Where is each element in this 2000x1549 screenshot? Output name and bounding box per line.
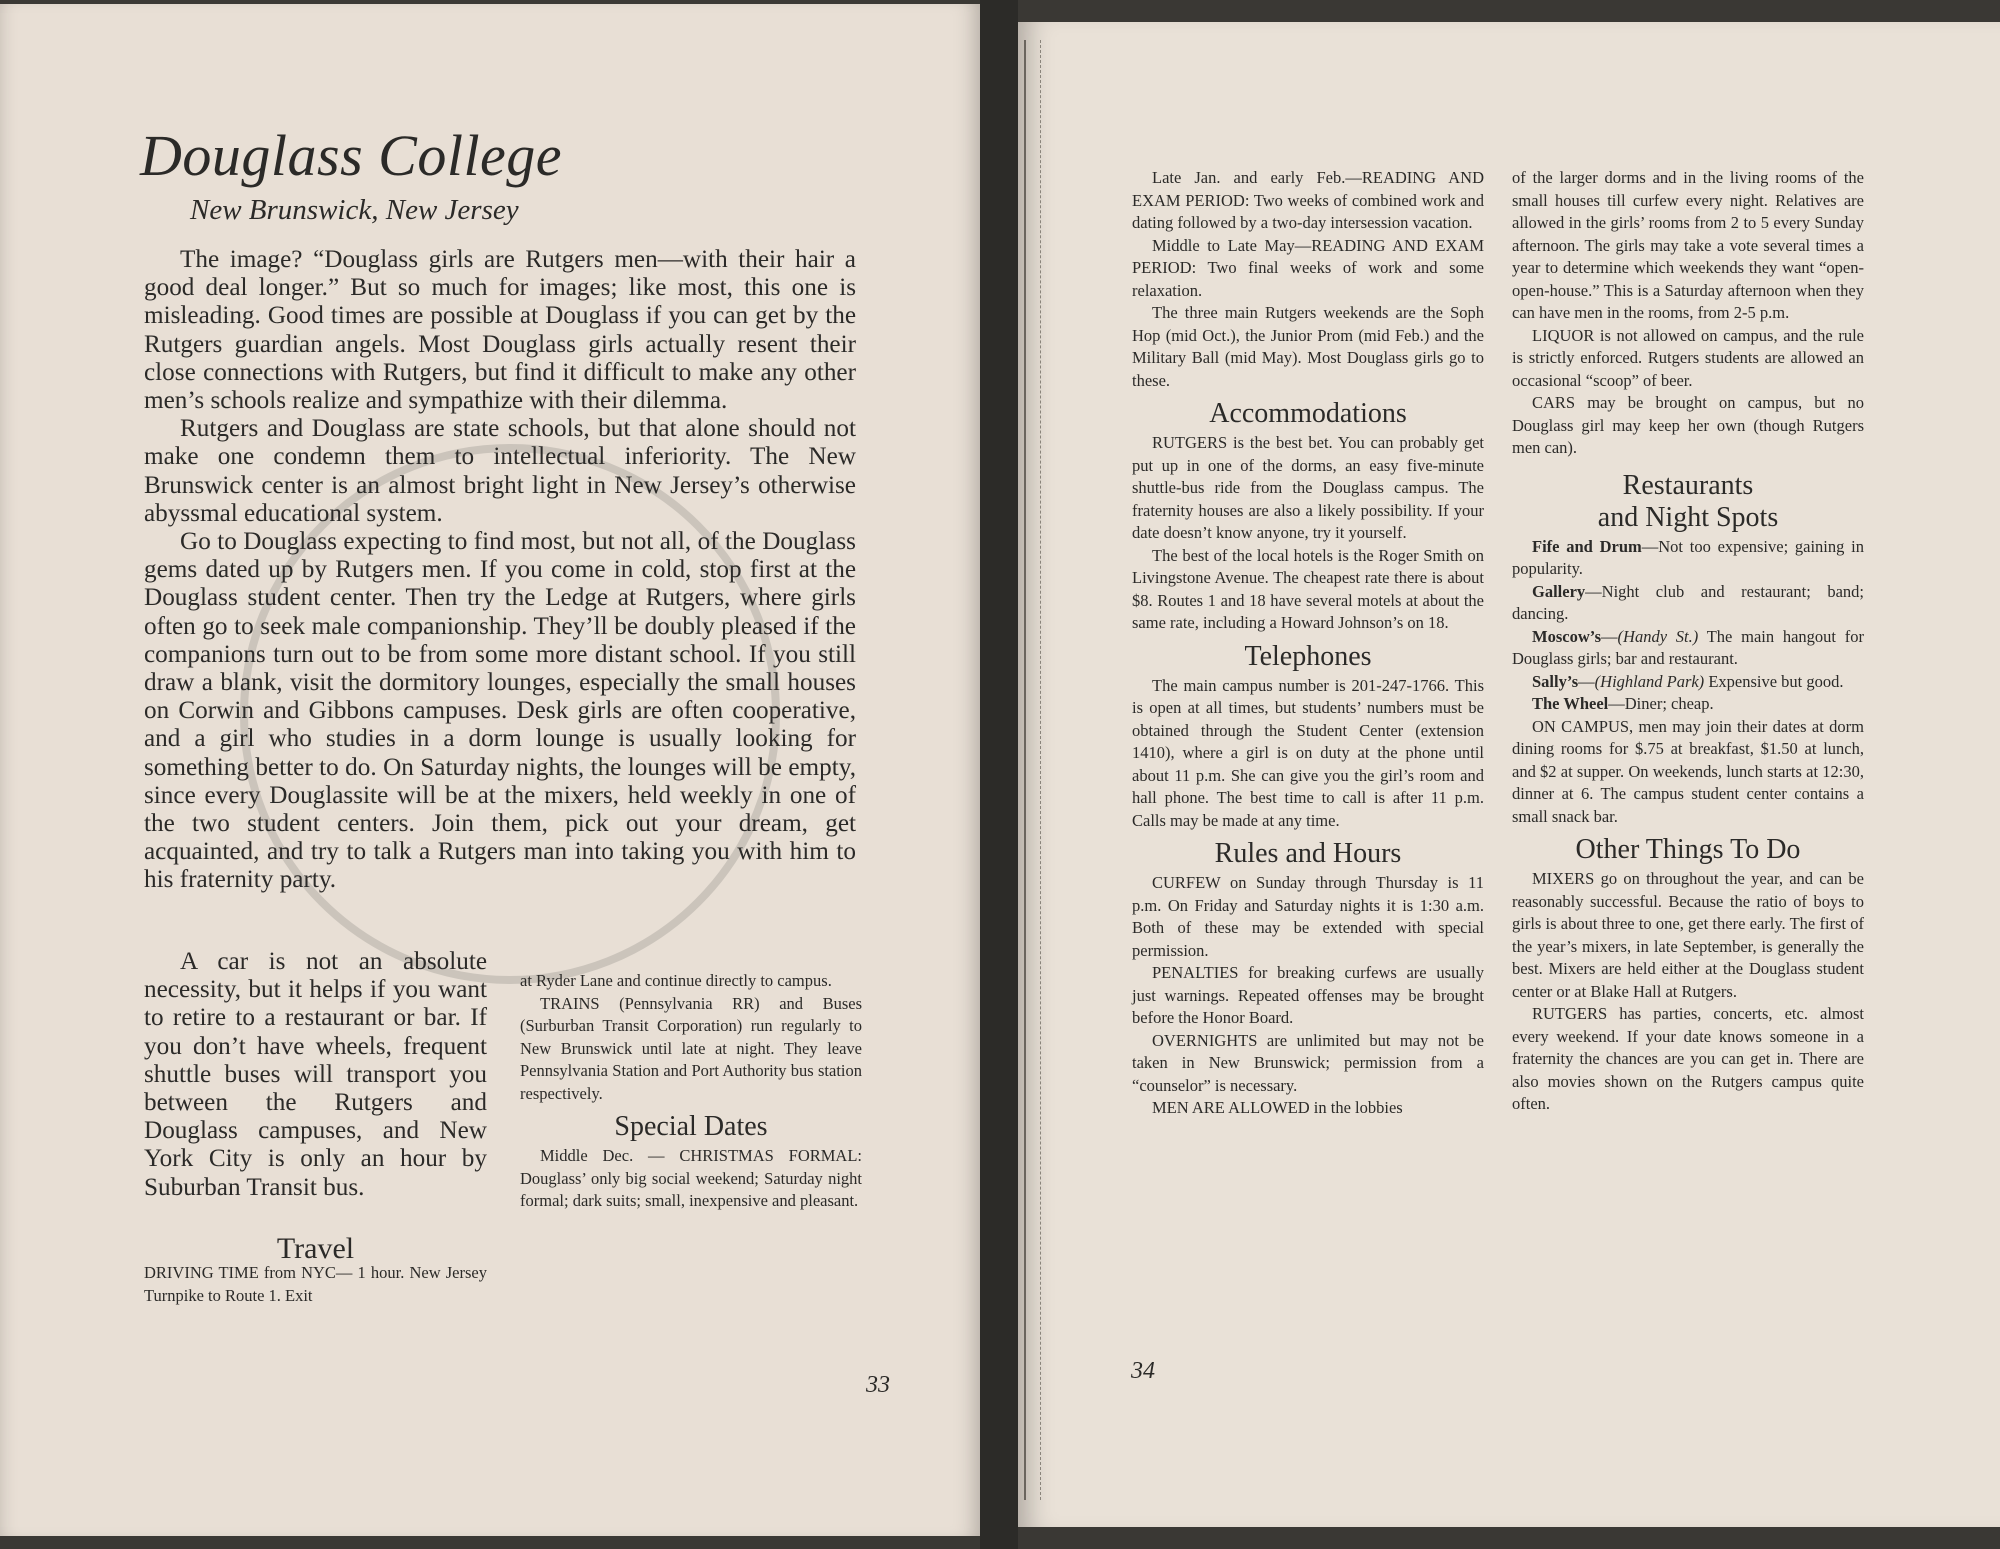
travel-heading: Travel bbox=[276, 1232, 355, 1265]
spot-entry bbox=[1512, 581, 1864, 626]
trains-text: TRAINS (Pennsylvania RR) and Buses (Surburban Transit Corporation) run regularly to New Brunswick until late at night. They leave Pennsylvania Station and Port Authority bus station respectively. bbox=[520, 993, 862, 1103]
car-paragraph: A car is not an absolute necessity, but it helps if you want to retire to a restaurant or bar. If you don’t have wheels, frequent shuttle buses will transport you between the Rutgers and Douglass campuses, and New York City is only an hour by Suburban Transit bus. bbox=[144, 948, 487, 1201]
on-campus-text: ON CAMPUS, men may join their dates at dorm dining rooms for $.75 at breakfast, $1.50 at lunch, and $2 at supper. On weekends, lunch starts at 12:30, dinner at 6. The campus student center contains a small snack bar. bbox=[1512, 716, 1864, 826]
travel-continued-column bbox=[520, 970, 862, 1213]
spot-entry bbox=[1512, 693, 1864, 716]
spot-name: Fife and Drum bbox=[1532, 536, 1642, 556]
accommodations-paragraph: The best of the local hotels is the Roger Smith on Livingstone Avenue. The cheapest rate there is about $8. Routes 1 and 18 have several motels at about the same rate, including a Howard Johnson’s on 18. bbox=[1132, 545, 1484, 632]
page-subtitle: New Brunswick, New Jersey bbox=[190, 194, 519, 226]
page-edge-stack bbox=[1024, 40, 1041, 1500]
spot-dash: — bbox=[1641, 536, 1659, 556]
rules-continued: of the larger dorms and in the living rooms of the small houses till curfew every night. Relatives are allowed in the girls’ rooms from 2 to 5 every Sunday afternoon. The girls may take a vote several times a year to determine which weekends they want “open-open-house.” This is a Saturday afternoon when they can have men in the rooms, from 2-5 p.m. bbox=[1512, 168, 1864, 322]
travel-text-block bbox=[144, 1262, 487, 1307]
rules-heading: Rules and Hours bbox=[1214, 838, 1402, 869]
spot-name: The Wheel bbox=[1532, 694, 1609, 713]
travel-continued: at Ryder Lane and continue directly to campus. bbox=[520, 971, 832, 990]
spot-location: (Handy St.) bbox=[1617, 626, 1699, 646]
page-number: 33 bbox=[866, 1372, 890, 1398]
spot-entry bbox=[1512, 536, 1864, 581]
right-column-2 bbox=[1512, 167, 1864, 1116]
intro-paragraph: Go to Douglass expecting to find most, but not all, of the Douglass gems dated up by Rutgers men. If you come in cold, stop first at the Douglass student center. Then try the Ledge at Rutgers, where girls often go to seek male companionship. They’ll be doubly pleased if the companions turn out to be from some more distant school. If you still draw a blank, visit the dormitory lounges, especially the small houses on Corwin and Gibbons campuses. Desk girls are often cooperative, and a girl who studies in a dorm lounge is usually looking for something better to do. On Saturday nights, the lounges will be empty, since every Douglassite will be at the mixers, held weekly in one of the two student centers. Join them, pick out your dream, get acquainted, and try to talk a Rutgers man into taking you with him to his fraternity party. bbox=[144, 528, 856, 894]
other-paragraph: MIXERS go on throughout the year, and can be reasonably successful. Because the ratio of boys to girls is about three to one, get there early. The first of the year’s mixers, in late September, is generally the best. Mixers are held either at the Douglass student center or at Blake Hall at Rutgers. bbox=[1512, 869, 1864, 1001]
special-dates-text: Middle Dec. — CHRISTMAS FORMAL: Douglass’ only big social weekend; Saturday night formal; dark suits; small, inexpensive and pleasant. bbox=[520, 1146, 862, 1210]
spot-desc: Expensive but good. bbox=[1704, 671, 1844, 691]
dates-paragraph: The three main Rutgers weekends are the Soph Hop (mid Oct.), the Junior Prom (mid Feb.) and the Military Ball (mid May). Most Douglass girls go to these. bbox=[1132, 303, 1484, 390]
spot-desc: Diner; cheap. bbox=[1624, 694, 1714, 713]
spot-entry bbox=[1512, 626, 1864, 671]
spot-entry bbox=[1512, 671, 1864, 694]
restaurants-heading-line-1: Restaurants bbox=[1622, 469, 1754, 501]
spot-desc: Not too expensive; gaining in popularity. bbox=[1512, 536, 1864, 578]
spot-name: Moscow’s bbox=[1532, 626, 1602, 646]
accommodations-paragraph: RUTGERS is the best bet. You can probably get put up in one of the dorms, an easy five-minute shuttle-bus ride from the Douglass campus. The fraternity houses are also a likely possibility. If your date doesn’t know anyone, try it yourself. bbox=[1132, 433, 1484, 542]
telephones-text: The main campus number is 201-247-1766. This is open at all times, but students’ numbers must be obtained through the Student Center (extension 1410), where a girl is on duty at the phone until about 11 p.m. She can give you the girl’s room and hall phone. The best time to call is after 11 p.m. Calls may be made at any time. bbox=[1132, 675, 1484, 830]
other-paragraph: RUTGERS has parties, concerts, etc. almost every weekend. If your date knows someone in a fraternity the chances are you can get in. There are also movies shown on the Rutgers campus quite often. bbox=[1512, 1004, 1864, 1113]
intro-text bbox=[144, 246, 856, 895]
page-left bbox=[0, 4, 980, 1536]
spot-dash: — bbox=[1585, 581, 1602, 601]
right-column-1 bbox=[1132, 167, 1484, 1120]
dates-paragraph: Middle to Late May—READING AND EXAM PERIOD: Two final weeks of work and some relaxation. bbox=[1132, 235, 1484, 300]
spot-desc: The main hangout for Douglass girls; bar and restaurant. bbox=[1512, 626, 1864, 668]
spot-location: (Highland Park) bbox=[1594, 671, 1705, 691]
dates-paragraph: Late Jan. and early Feb.—READING AND EXAM PERIOD: Two weeks of combined work and dating followed by a two-day intersession vacation. bbox=[1132, 168, 1484, 232]
rules-paragraph: OVERNIGHTS are unlimited but may not be taken in New Brunswick; permission from a “counselor” is necessary. bbox=[1132, 1030, 1484, 1095]
intro-paragraph: The image? “Douglass girls are Rutgers men—with their hair a good deal longer.” But so much for images; like most, this one is misleading. Good times are possible at Douglass if you can get by the Rutgers guardian angels. Most Douglass girls actually resent their close connections with Rutgers, but find it difficult to make any other men’s schools realize and sympathize with their dilemma. bbox=[144, 246, 856, 415]
page-right bbox=[1018, 22, 2000, 1527]
cars-text: CARS may be brought on campus, but no Douglass girl may keep her own (though Rutgers men can). bbox=[1512, 393, 1864, 457]
book-spine bbox=[980, 0, 1018, 1549]
spot-dash: — bbox=[1608, 694, 1625, 713]
restaurants-heading bbox=[1512, 470, 1864, 534]
other-things-heading: Other Things To Do bbox=[1575, 834, 1801, 865]
special-dates-heading: Special Dates bbox=[614, 1111, 768, 1142]
spot-name: Sally’s bbox=[1532, 671, 1579, 691]
page-title: Douglass College bbox=[140, 123, 563, 188]
restaurants-heading-line-2: and Night Spots bbox=[1597, 501, 1779, 533]
rules-paragraph: PENALTIES for breaking curfews are usually just warnings. Repeated offenses may be brought before the Honor Board. bbox=[1132, 963, 1484, 1027]
rules-paragraph: CURFEW on Sunday through Thursday is 11 p.m. On Friday and Saturday nights it is 1:30 a.m. Both of these may be extended with special permission. bbox=[1132, 873, 1484, 960]
spot-dash: — bbox=[1578, 671, 1595, 691]
telephones-heading: Telephones bbox=[1244, 640, 1372, 672]
spot-dash: — bbox=[1601, 626, 1618, 646]
accommodations-heading: Accommodations bbox=[1209, 398, 1407, 429]
car-paragraph-block bbox=[144, 948, 487, 1202]
page-number: 34 bbox=[1131, 1358, 1155, 1384]
intro-paragraph: Rutgers and Douglass are state schools, but that alone should not make one condemn them to intellectual inferiority. The New Brunswick center is an almost bright light in New Jersey’s otherwise abyssmal educational system. bbox=[144, 415, 856, 527]
spot-desc: Night club and restaurant; band; dancing. bbox=[1512, 581, 1864, 623]
spot-name: Gallery bbox=[1532, 581, 1586, 601]
travel-text: DRIVING TIME from NYC— 1 hour. New Jersey Turnpike to Route 1. Exit bbox=[144, 1263, 487, 1305]
rules-paragraph: MEN ARE ALLOWED in the lobbies bbox=[1152, 1098, 1403, 1117]
liquor-text: LIQUOR is not allowed on campus, and the rule is strictly enforced. Rutgers students are allowed an occasional “scoop” of beer. bbox=[1512, 325, 1864, 390]
